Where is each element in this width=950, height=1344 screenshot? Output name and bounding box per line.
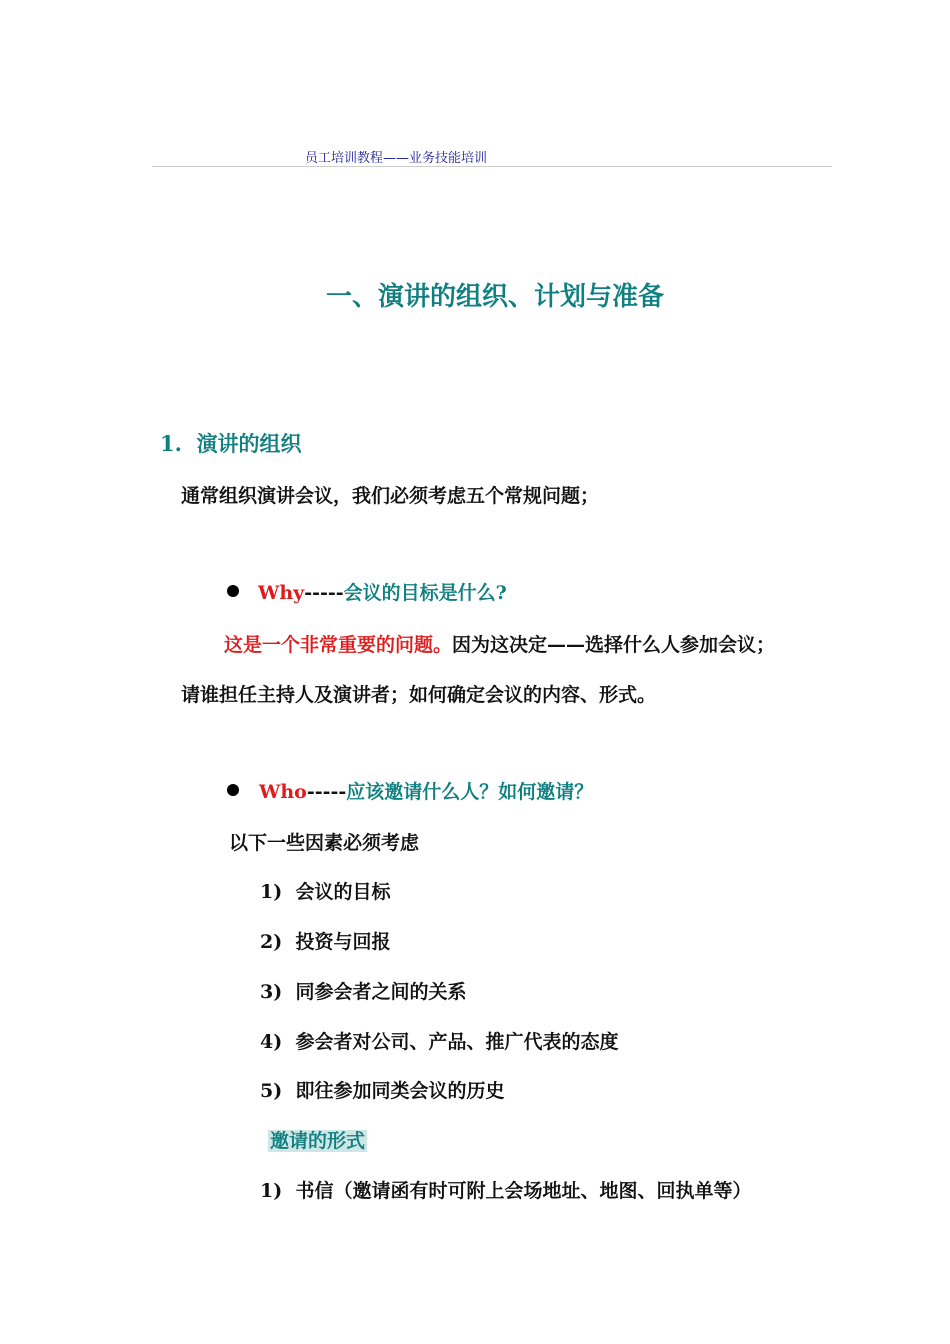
list-item-number: 5) bbox=[260, 1080, 283, 1102]
why-dashes: ----- bbox=[304, 582, 344, 604]
section-heading bbox=[160, 428, 302, 458]
list-item-text: 会议的目标 bbox=[295, 881, 391, 903]
list-item bbox=[260, 977, 466, 1004]
header-divider bbox=[152, 166, 832, 167]
factors-intro: 以下一些因素必须考虑 bbox=[229, 832, 420, 854]
list-item-text: 投资与回报 bbox=[295, 931, 391, 953]
list-item-text: 参会者对公司、产品、推广代表的态度 bbox=[295, 1031, 619, 1053]
invite-heading-text: 邀请的形式 bbox=[270, 1130, 366, 1152]
list-item-number: 1) bbox=[260, 1180, 283, 1202]
why-line bbox=[258, 578, 507, 605]
page-header: 员工培训教程——业务技能培训 bbox=[305, 151, 488, 166]
why-emphasis: 这是一个非常重要的问题。 bbox=[224, 634, 453, 656]
list-item-text: 同参会者之间的关系 bbox=[295, 981, 467, 1003]
section-number: 1. bbox=[160, 431, 182, 456]
who-line bbox=[259, 777, 593, 804]
list-item-number: 3) bbox=[260, 981, 283, 1003]
who-keyword: Who bbox=[259, 781, 307, 803]
list-item bbox=[260, 1027, 618, 1054]
bullet-dot-icon bbox=[227, 585, 239, 597]
list-item-number: 1) bbox=[260, 881, 283, 903]
list-item bbox=[260, 927, 390, 954]
who-question: 应该邀请什么人？如何邀请？ bbox=[346, 781, 594, 803]
list-item bbox=[260, 877, 390, 904]
why-question: 会议的目标是什么? bbox=[343, 582, 507, 604]
list-item-text: 即往参加同类会议的历史 bbox=[295, 1080, 505, 1102]
invite-heading bbox=[268, 1126, 367, 1153]
why-explanation-line2: 请谁担任主持人及演讲者；如何确定会议的内容、形式。 bbox=[181, 684, 657, 706]
why-explanation-line1 bbox=[224, 630, 775, 657]
list-item-number: 2) bbox=[260, 931, 283, 953]
intro-paragraph: 通常组织演讲会议，我们必须考虑五个常规问题； bbox=[181, 485, 600, 507]
why-line1-rest: 因为这决定——选择什么人参加会议； bbox=[452, 634, 776, 656]
list-item-text: 书信（邀请函有时可附上会场地址、地图、回执单等） bbox=[295, 1180, 752, 1202]
list-item bbox=[260, 1076, 504, 1103]
section-title: 演讲的组织 bbox=[196, 431, 302, 456]
list-item bbox=[260, 1176, 751, 1203]
chapter-title: 一、演讲的组织、计划与准备 bbox=[325, 282, 664, 312]
why-keyword: Why bbox=[258, 582, 305, 604]
bullet-dot-icon bbox=[227, 784, 239, 796]
who-dashes: ----- bbox=[306, 781, 347, 803]
list-item-number: 4) bbox=[260, 1031, 283, 1053]
